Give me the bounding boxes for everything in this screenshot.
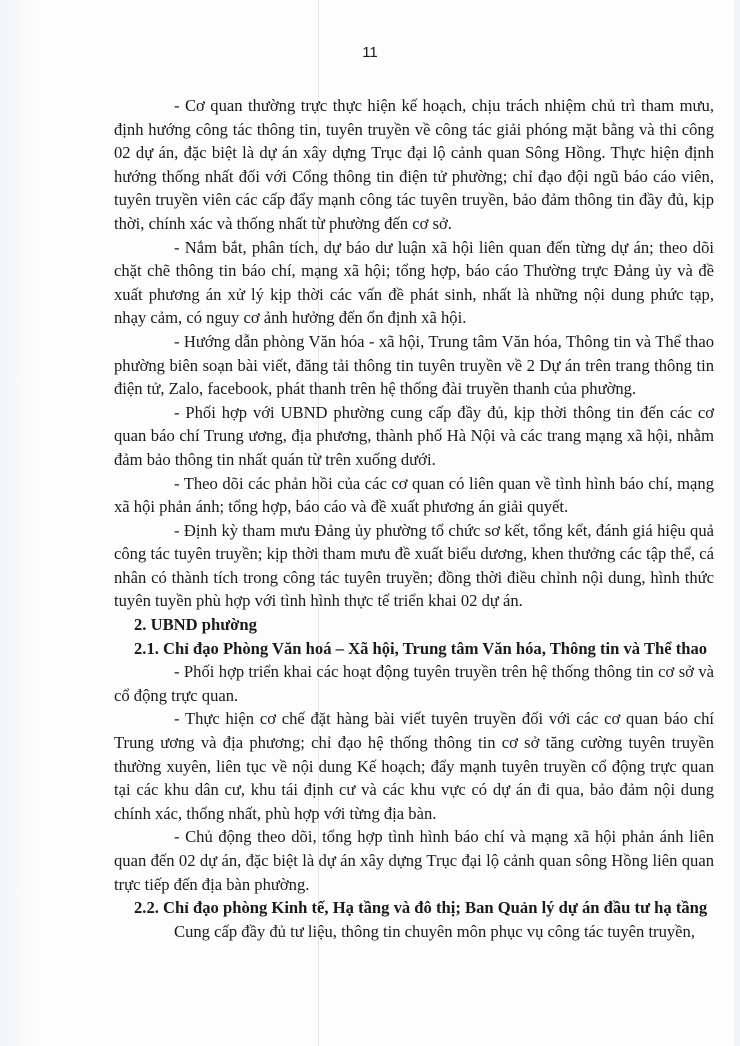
- paragraph-guide-culture-office: - Hướng dẫn phòng Văn hóa - xã hội, Trung tâm Văn hóa, Thông tin và Thể thao phường biên soạn bài viết, đăng tải thông tin tuyên truyền về 2 Dự án trên trang thông tin điện tử, Zalo, facebook, phát thanh trên hệ thống đài truyền thanh của phường.: [114, 331, 714, 399]
- subsection-heading-2-1: 2.1. Chỉ đạo Phòng Văn hoá – Xã hội, Trung tâm Văn hóa, Thông tin và Thể thao: [134, 638, 708, 658]
- paragraph-provide-materials: Cung cấp đầy đủ tư liệu, thông tin chuyên môn phục vụ công tác tuyên truyền,: [174, 921, 695, 941]
- page-number: 11: [362, 44, 378, 61]
- paragraph-standing-agency: - Cơ quan thường trực thực hiện kế hoạch, chịu trách nhiệm chủ trì tham mưu, định hướng công tác thông tin, tuyên truyền về công tác giải phóng mặt bằng và thi công 02 dự án, đặc biệt là dự án xây dựng Trục đại lộ cảnh quan Sông Hồng. Thực hiện định hướng thống nhất đối với Cổng thông tin điện tử phường; chỉ đạo đội ngũ báo cáo viên, tuyên truyền viên các cấp đẩy mạnh công tác tuyên truyền, bảo đảm thông tin đầy đủ, kịp thời, chính xác và thống nhất từ phường đến cơ sở.: [114, 96, 714, 233]
- section-heading-ubnd: 2. UBND phường: [134, 615, 257, 635]
- paragraph-proactive-monitoring: - Chủ động theo dõi, tổng hợp tình hình báo chí và mạng xã hội phản ánh liên quan đến 02 dự án, đặc biệt là dự án xây dựng Trục đại lộ cảnh quan sông Hồng liên quan trực tiếp đến địa bàn phường.: [114, 827, 714, 894]
- paragraph-coordinate-deployment: - Phối hợp triển khai các hoạt động tuyên truyền trên hệ thống thông tin cơ sở và cổ động trực quan.: [114, 662, 714, 705]
- scan-shadow: [0, 0, 40, 1046]
- document-body: [114, 94, 714, 943]
- paragraph-periodic-review: - Định kỳ tham mưu Đảng ủy phường tổ chức sơ kết, tổng kết, đánh giá hiệu quả công tác tuyên truyền; kịp thời tham mưu đề xuất biểu dương, khen thưởng các tập thể, cá nhân có thành tích trong công tác tuyên truyền; đồng thời điều chỉnh nội dung, hình thức tuyên tuyền phù hợp với tình hình thực tế triển khai 02 dự án.: [114, 520, 714, 611]
- page-edge: [734, 0, 740, 1046]
- paragraph-coordinate-ubnd: - Phối hợp với UBND phường cung cấp đầy đủ, kịp thời thông tin đến các cơ quan báo chí Trung ương, địa phương, thành phố Hà Nội và các trang mạng xã hội, nhằm đảm bảo thông tin nhất quán từ trên xuống dưới.: [114, 402, 714, 469]
- paragraph-monitor-feedback: - Theo dõi các phản hồi của các cơ quan có liên quan về tình hình báo chí, mạng xã hội phản ánh; tổng hợp, báo cáo và đề xuất phương án giải quyết.: [114, 473, 714, 517]
- subsection-heading-2-2: 2.2. Chỉ đạo phòng Kinh tế, Hạ tầng và đô thị; Ban Quản lý dự án đầu tư hạ tầng: [134, 898, 708, 918]
- paragraph-ordering-mechanism: - Thực hiện cơ chế đặt hàng bài viết tuyên truyền đối với các cơ quan báo chí Trung ương và địa phương; chỉ đạo hệ thống thông tin cơ sở tăng cường tuyên truyền thường xuyên, liên tục về nội dung Kế hoạch; đẩy mạnh tuyên truyền cổ động trực quan tại các khu dân cư, khu tái định cư và các khu vực có dự án đi qua, bảo đảm nội dung chính xác, thống nhất, phù hợp với từng địa bàn.: [114, 709, 714, 823]
- paragraph-public-opinion: - Nắm bắt, phân tích, dự báo dư luận xã hội liên quan đến từng dự án; theo dõi chặt chẽ thông tin báo chí, mạng xã hội; tổng hợp, báo cáo Thường trực Đảng ủy và đề xuất phương án xử lý kịp thời các vấn đề phát sinh, nhất là những nội dung phức tạp, nhạy cảm, có nguy cơ ảnh hưởng đến ổn định xã hội.: [114, 237, 714, 328]
